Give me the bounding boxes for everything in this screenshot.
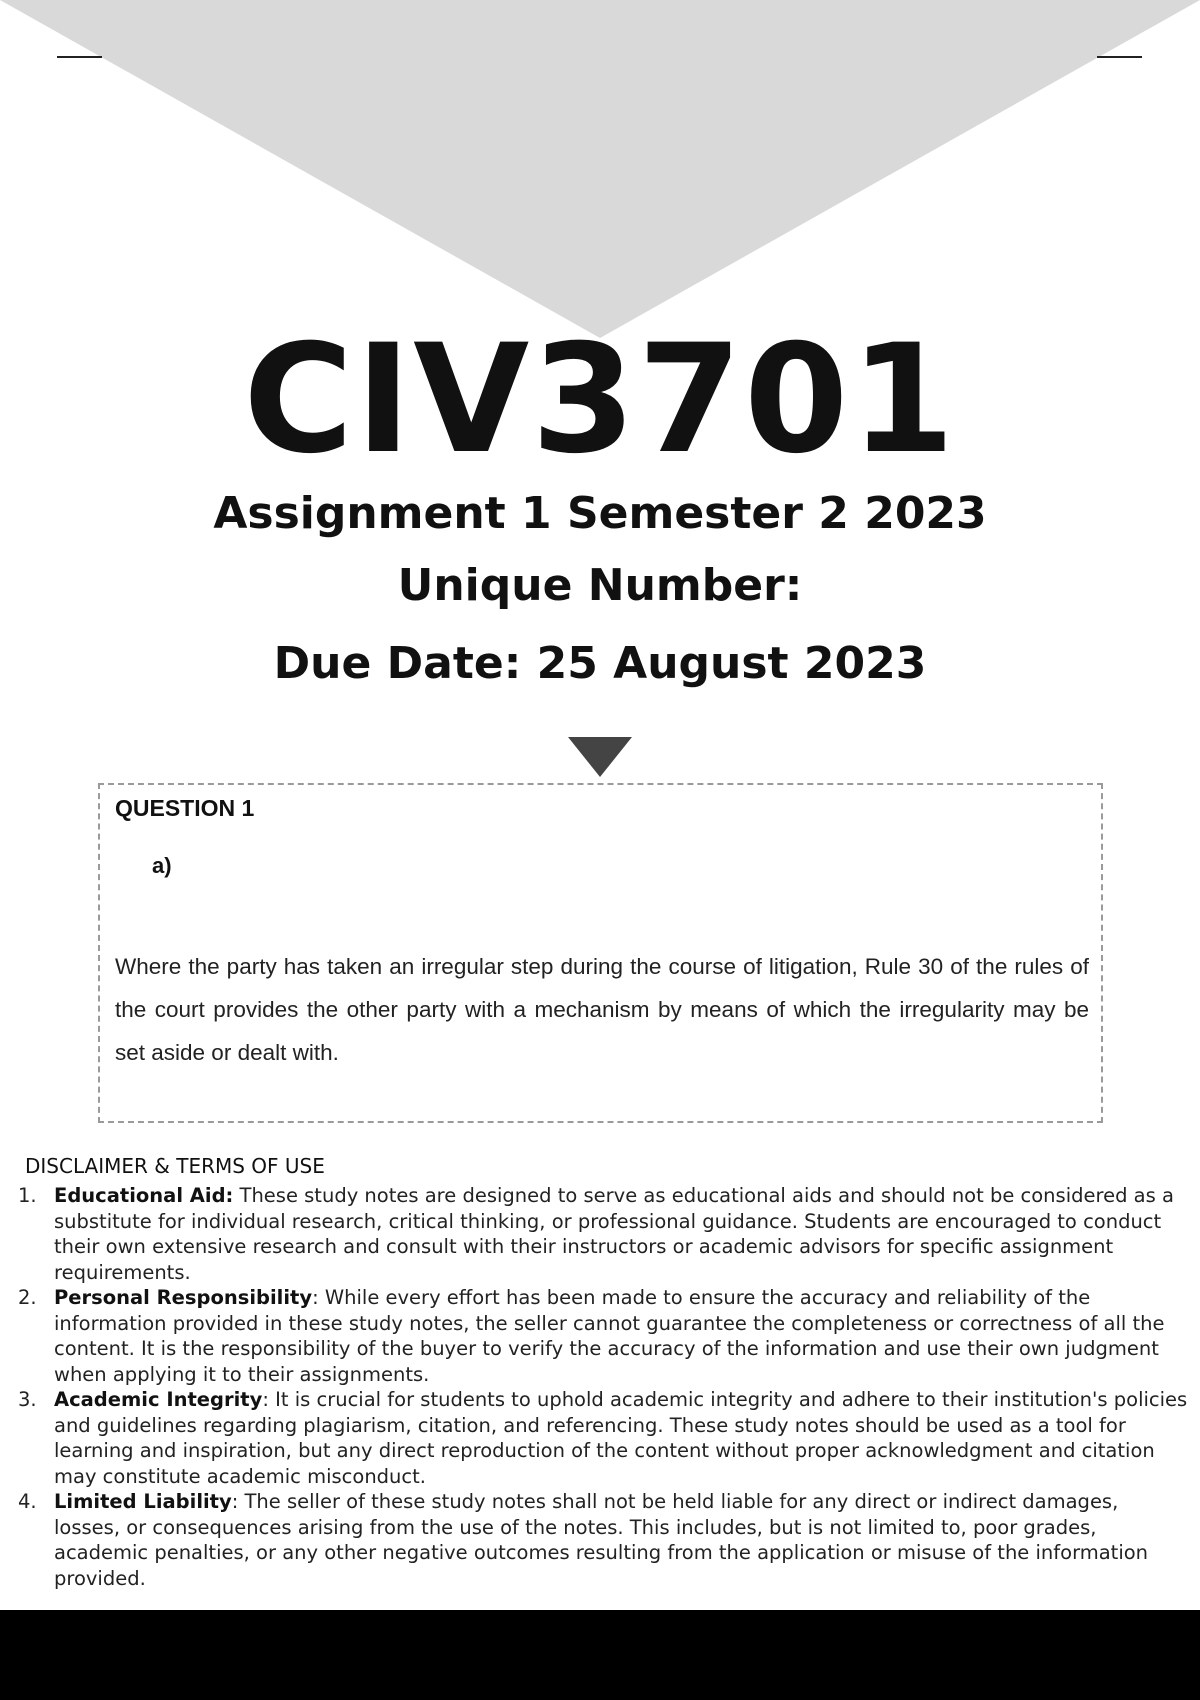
- disclaimer-item-term: Personal Responsibility: [54, 1286, 313, 1309]
- disclaimer-item-text: These study notes are designed to serve as educational aids and should not be considered as a substitute for individual research, critical thinking, or professional guidance. Students are encouraged to conduct their own extensive research and consult with their instructors or academic advisors for specific assignment requirements.: [54, 1184, 1174, 1284]
- question-answer-text: Where the party has taken an irregular step during the course of litigation, Rule 30 of the rules of the court provides the other party with a mechanism by means of which the irregularity may be set aside or dealt with.: [115, 954, 1089, 1065]
- assignment-subtitle: Assignment 1 Semester 2 2023: [213, 488, 987, 539]
- disclaimer-item-number: 1.: [18, 1184, 37, 1207]
- banner-gray-chevron: [0, 0, 1200, 338]
- disclaimer-item-term: Educational Aid:: [54, 1184, 234, 1207]
- disclaimer-item-number: 3.: [18, 1388, 37, 1411]
- disclaimer-item-number: 4.: [18, 1490, 37, 1513]
- disclaimer-item-educational-aid: [0, 1183, 1200, 1285]
- disclaimer-item-text: : It is crucial for students to uphold academic integrity and adhere to their institution's policies and guidelines regarding plagiarism, citation, and referencing. These study notes should be used as a tool for learning and inspiration, but any direct reproduction of the content without proper acknowledgment and citation may constitute academic misconduct.: [54, 1388, 1188, 1488]
- disclaimer-item-term: Academic Integrity: [54, 1388, 263, 1411]
- disclaimer-list: [0, 1183, 1200, 1591]
- disclaimer-item-term: Limited Liability: [54, 1490, 232, 1513]
- footer-black-bar: [0, 1610, 1200, 1700]
- right-header-rule: [1097, 56, 1142, 58]
- question-title: QUESTION 1: [115, 795, 255, 821]
- disclaimer-item-number: 2.: [18, 1286, 37, 1309]
- left-header-rule: [57, 56, 102, 58]
- course-code-title: CIV3701: [243, 313, 957, 487]
- disclaimer-item-academic-integrity: [0, 1387, 1200, 1489]
- down-triangle-icon: [0, 737, 1200, 777]
- unique-number-label: Unique Number:: [397, 560, 803, 611]
- due-date-label: Due Date: 25 August 2023: [273, 638, 927, 689]
- header-banner-shape: [0, 0, 1200, 340]
- disclaimer-title: DISCLAIMER & TERMS OF USE: [25, 1154, 325, 1178]
- question-preview-box: [98, 783, 1103, 1123]
- disclaimer-item-personal-responsibility: [0, 1285, 1200, 1387]
- disclaimer-item-text: : While every effort has been made to ensure the accuracy and reliability of the information provided in these study notes, the seller cannot guarantee the completeness or correctness of all the content. It is the responsibility of the buyer to verify the accuracy of the information and use their own judgment when applying it to their assignments.: [54, 1286, 1165, 1386]
- disclaimer-item-limited-liability: [0, 1489, 1200, 1591]
- disclaimer-item-text: : The seller of these study notes shall not be held liable for any direct or indirect damages, losses, or consequences arising from the use of the notes. This includes, but is not limited to, poor grades, academic penalties, or any other negative outcomes resulting from the application or misuse of the information provided.: [54, 1490, 1149, 1590]
- question-part-label: a): [152, 853, 172, 878]
